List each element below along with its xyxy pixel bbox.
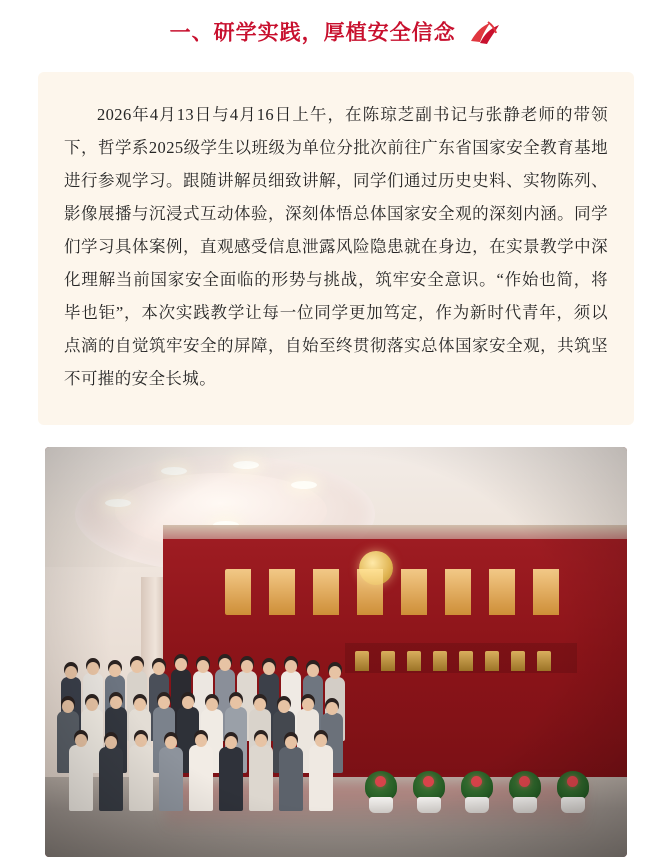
person — [249, 745, 273, 811]
shelf-item — [407, 651, 421, 671]
potted-plant — [555, 767, 591, 813]
potted-plant — [507, 767, 543, 813]
person — [159, 747, 183, 811]
photo-scene — [45, 447, 627, 857]
potted-plant — [459, 767, 495, 813]
person — [219, 747, 243, 811]
shelf-item — [485, 651, 499, 671]
shelf-item — [511, 651, 525, 671]
shelf-item — [433, 651, 447, 671]
person — [189, 745, 213, 811]
potted-plant — [363, 767, 399, 813]
shelf-item — [459, 651, 473, 671]
wall-gold-title-text — [225, 569, 577, 615]
shelf-item — [381, 651, 395, 671]
section-heading-container — [0, 0, 672, 58]
display-shelf — [345, 643, 577, 673]
article-body-paragraph: 2026年4月13日与4月16日上午，在陈琼芝副书记与张静老师的带领下，哲学系2025级学生以班级为单位分批次前往广东省国家安全教育基地进行参观学习。跟随讲解员细致讲解，同学们通过历史史料、实物陈列、影像展播与沉浸式互动体验，深刻体悟总体国家安全观的深刻内涵。同学们学习具体案例，直观感受信息泄露风险隐患就在身边，在实景教学中深化理解当前国家安全面临的形势与挑战，筑牢安全意识。“作始也简，将毕也钜”，本次实践教学让每一位同学更加笃定，作为新时代青年，须以点滴的自觉筑牢安全的屏障，自始至终贯彻落实总体国家安全观，共筑坚不可摧的安全长城。 — [64, 105, 608, 389]
person — [279, 747, 303, 811]
section-heading — [170, 18, 503, 48]
article-body-card — [38, 72, 634, 425]
section-heading-text: 一、研学实践，厚植安全信念 — [169, 21, 456, 45]
person — [309, 745, 333, 811]
red-ribbon-icon — [468, 20, 502, 46]
group-of-students — [55, 659, 365, 819]
person — [99, 747, 123, 811]
shelf-item — [537, 651, 551, 671]
potted-plant — [411, 767, 447, 813]
person — [69, 745, 93, 811]
person — [129, 745, 153, 811]
article-photo — [45, 447, 627, 857]
